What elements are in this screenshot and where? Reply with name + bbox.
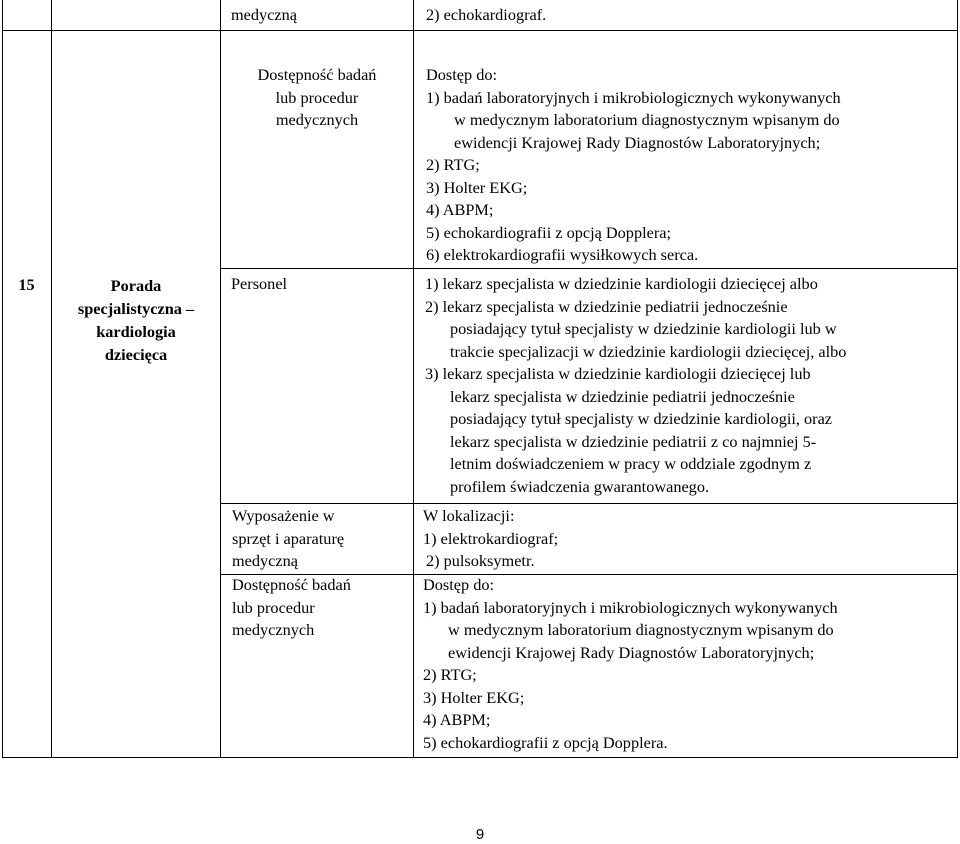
- section-category-cell: [221, 64, 413, 132]
- continuation-content-cell: [426, 4, 946, 26]
- service-name-line: specjalistyczna –: [77, 299, 195, 318]
- row-divider: [220, 503, 958, 504]
- column-divider: [51, 0, 52, 758]
- section-content-cell: [413, 505, 958, 573]
- service-name-line: dziecięca: [104, 345, 168, 364]
- row-number: 15: [18, 275, 35, 294]
- content-line: ewidencji Krajowej Rady Diagnostów Laboratoryjnych;: [454, 132, 821, 152]
- content-line: 1) lekarz specjalista w dziedzinie kardiologii dziecięcej albo: [425, 274, 818, 293]
- content-line: 2) RTG;: [426, 155, 480, 174]
- content-line: w medycznym laboratorium diagnostycznym wpisanym do: [454, 110, 840, 129]
- content-line: 4) ABPM;: [423, 710, 491, 729]
- section-category-line: lub procedur: [232, 597, 315, 617]
- content-line: Dostęp do:: [423, 575, 494, 594]
- service-name-cell: [52, 274, 220, 366]
- section-category-line: sprzęt i aparaturę: [232, 528, 345, 548]
- section-category-line: Dostępność badań: [232, 575, 351, 594]
- content-line: trakcie specjalizacji w dziedzinie kardiologii dziecięcej, albo: [450, 341, 847, 361]
- continuation-category-cell: [221, 4, 413, 26]
- section-category-line: medycznych: [232, 620, 315, 639]
- service-name-line: kardiologia: [96, 322, 176, 341]
- content-line: 2) pulsoksymetr.: [426, 551, 535, 570]
- service-name-line: Porada: [110, 276, 162, 295]
- section-content-cell: [413, 273, 958, 498]
- row-number-cell: [2, 274, 51, 296]
- content-line: w medycznym laboratorium diagnostycznym wpisanym do: [448, 620, 834, 639]
- content-line: letnim doświadczeniem w pracy w oddziale zgodnym z: [450, 454, 812, 473]
- section-content-cell: [413, 574, 958, 754]
- section-category-cell: [221, 574, 413, 642]
- content-line: 1) elektrokardiograf;: [423, 528, 559, 548]
- page-number: 9: [475, 826, 485, 843]
- content-line: 3) lekarz specjalista w dziedzinie kardiologii dziecięcej lub: [425, 364, 811, 383]
- content-line: Dostęp do:: [426, 65, 497, 84]
- content-line: W lokalizacji:: [423, 506, 515, 525]
- section-category-cell: [231, 273, 413, 296]
- section-category-line: medycznych: [275, 110, 359, 129]
- content-line: lekarz specjalista w dziedzinie pediatrii jednocześnie: [450, 386, 795, 406]
- content-line: 3) Holter EKG;: [423, 687, 525, 707]
- content-line: 5) echokardiografii z opcją Dopplera;: [426, 222, 672, 242]
- section-category-line: lub procedur: [275, 87, 359, 107]
- continuation-content-text: 2) echokardiograf.: [426, 5, 547, 24]
- content-line: posiadający tytuł specjalisty w dziedzinie kardiologii lub w: [450, 319, 837, 338]
- section-category-line: Dostępność badań: [257, 65, 377, 84]
- content-line: 2) RTG;: [423, 665, 477, 684]
- content-line: posiadający tytuł specjalisty w dziedzinie kardiologii, oraz: [450, 409, 833, 428]
- section-content-cell: [426, 64, 954, 267]
- content-line: 2) lekarz specjalista w dziedzinie pediatrii jednocześnie: [425, 296, 788, 316]
- section-category-line: Wyposażenie w: [232, 506, 335, 525]
- section-category-line: Personel: [231, 274, 288, 293]
- content-line: 5) echokardiografii z opcją Dopplera.: [423, 732, 668, 752]
- row-divider: [2, 30, 958, 31]
- content-line: 1) badań laboratoryjnych i mikrobiologicznych wykonywanych: [426, 87, 841, 107]
- continuation-category-text: medyczną: [231, 5, 297, 24]
- section-category-cell: [221, 505, 413, 573]
- content-line: ewidencji Krajowej Rady Diagnostów Laboratoryjnych;: [448, 642, 815, 662]
- content-line: lekarz specjalista w dziedzinie pediatrii z co najmniej 5-: [450, 431, 817, 451]
- row-divider: [220, 268, 958, 269]
- content-line: 6) elektrokardiografii wysiłkowych serca.: [426, 245, 699, 264]
- content-line: 3) Holter EKG;: [426, 177, 528, 197]
- content-line: 4) ABPM;: [426, 200, 494, 219]
- content-line: 1) badań laboratoryjnych i mikrobiologicznych wykonywanych: [423, 597, 838, 617]
- section-category-line: medyczną: [232, 551, 298, 570]
- content-line: profilem świadczenia gwarantowanego.: [450, 476, 710, 496]
